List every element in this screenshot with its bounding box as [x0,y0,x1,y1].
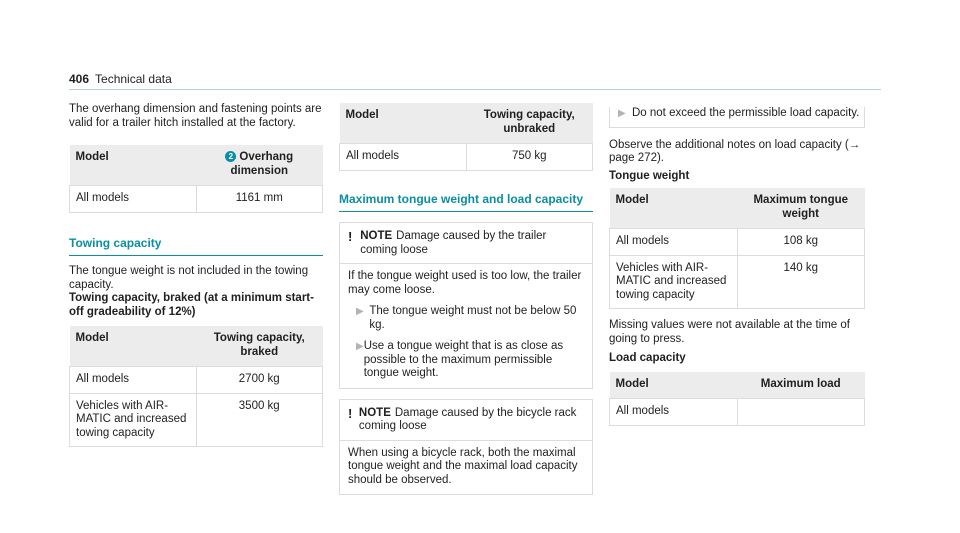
table-row [70,186,323,213]
callout-badge: 2 [225,151,236,162]
load-table [609,372,865,426]
table-cell [737,399,865,426]
table-header-unbraked: Towing capacity, unbraked [466,103,593,144]
table-header-overhang: 2 Overhang dimension [196,145,323,186]
note-box-trailer [339,222,593,389]
bullet-triangle-icon: ▶ [356,306,364,317]
table-row [340,144,593,171]
table-header-model: Model [340,103,467,144]
table-cell: All models [70,367,197,394]
list-item: ▶ The tongue weight must not be below 50 kg. [356,305,577,331]
note-box-bicycle [339,399,593,496]
note-body: When using a bicycle rack, both the maximal tongue weight and the maximal load capacity should be observed. [348,446,578,486]
bullet-triangle-icon: ▶ [356,341,364,352]
observe-text[interactable]: Observe the additional notes on load capacity (→ page 272). [609,138,861,164]
table-header-tongue: Maximum tongue weight [737,188,865,229]
column-3 [609,103,865,426]
towing-text: The tongue weight is not included in the towing capacity. [69,265,309,291]
section-title: Technical data [95,72,172,86]
note-body: If the tongue weight used is too low, the trailer may come loose. [348,270,582,296]
bullet-triangle-icon: ▶ [618,108,626,119]
table-cell: Vehicles with AIR-MATIC and increased towing capacity [70,393,197,447]
table-cell: All models [610,399,738,426]
overhang-table [69,145,323,213]
overhang-intro: The overhang dimension and fastening points are valid for a trailer hitch installed at the factory. [69,103,322,129]
table-header-model: Model [610,372,738,399]
table-row [70,393,323,447]
table-row [610,255,865,309]
max-section [339,193,593,213]
column-2 [339,103,593,495]
note-label: NOTE [360,230,393,242]
table-header-load: Maximum load [737,372,865,399]
table-header-model: Model [70,145,197,186]
table-header-braked: Towing capacity, braked [196,326,323,367]
table-cell: All models [70,186,197,213]
table-header-model: Model [70,326,197,367]
list-item: ▶ Do not exceed the permissible load capacity. [618,107,860,119]
tongue-heading: Tongue weight [609,169,690,182]
header-divider [69,89,881,90]
load-heading: Load capacity [609,352,686,364]
table-cell: All models [610,229,738,256]
max-heading: Maximum tongue weight and load capacity [339,191,584,206]
tongue-table [609,188,865,309]
column-1 [69,103,323,447]
table-cell: 2700 kg [196,367,323,394]
table-cell: 3500 kg [196,393,323,447]
heading-rule [339,211,593,212]
list-item: ▶ Use a tongue weight that is as close as possible to the maximum permissible tongue weight. [356,340,564,379]
table-cell: Vehicles with AIR-MATIC and increased towing capacity [610,255,738,309]
table-row [70,367,323,394]
table-cell: All models [340,144,467,171]
page-number: 406 [69,72,90,86]
table-cell: 750 kg [466,144,593,171]
note-label: NOTE [358,406,391,419]
heading-rule [69,255,323,256]
table-cell: 140 kg [737,255,865,309]
unbraked-table [339,103,593,171]
table-row [610,229,865,256]
note-title: Damage caused by the bicycle rack coming loose [358,406,577,432]
note-title: Damage caused by the trailer coming loose [360,230,547,256]
towing-heading: Towing capacity [69,235,162,250]
braked-table [69,326,323,447]
braked-heading: Towing capacity, braked (at a minimum start-off gradeability of 12%) [69,292,314,318]
table-row [610,399,865,426]
table-cell: 1161 mm [196,186,323,213]
note-continuation [609,107,865,128]
table-header-model: Model [610,188,738,229]
warning-icon: ! [348,405,353,421]
warning-icon: ! [348,229,353,244]
table-cell: 108 kg [737,229,865,256]
missing-values-text: Missing values were not available at the time of going to press. [609,319,850,345]
page-header [69,73,172,87]
towing-section [69,237,323,257]
